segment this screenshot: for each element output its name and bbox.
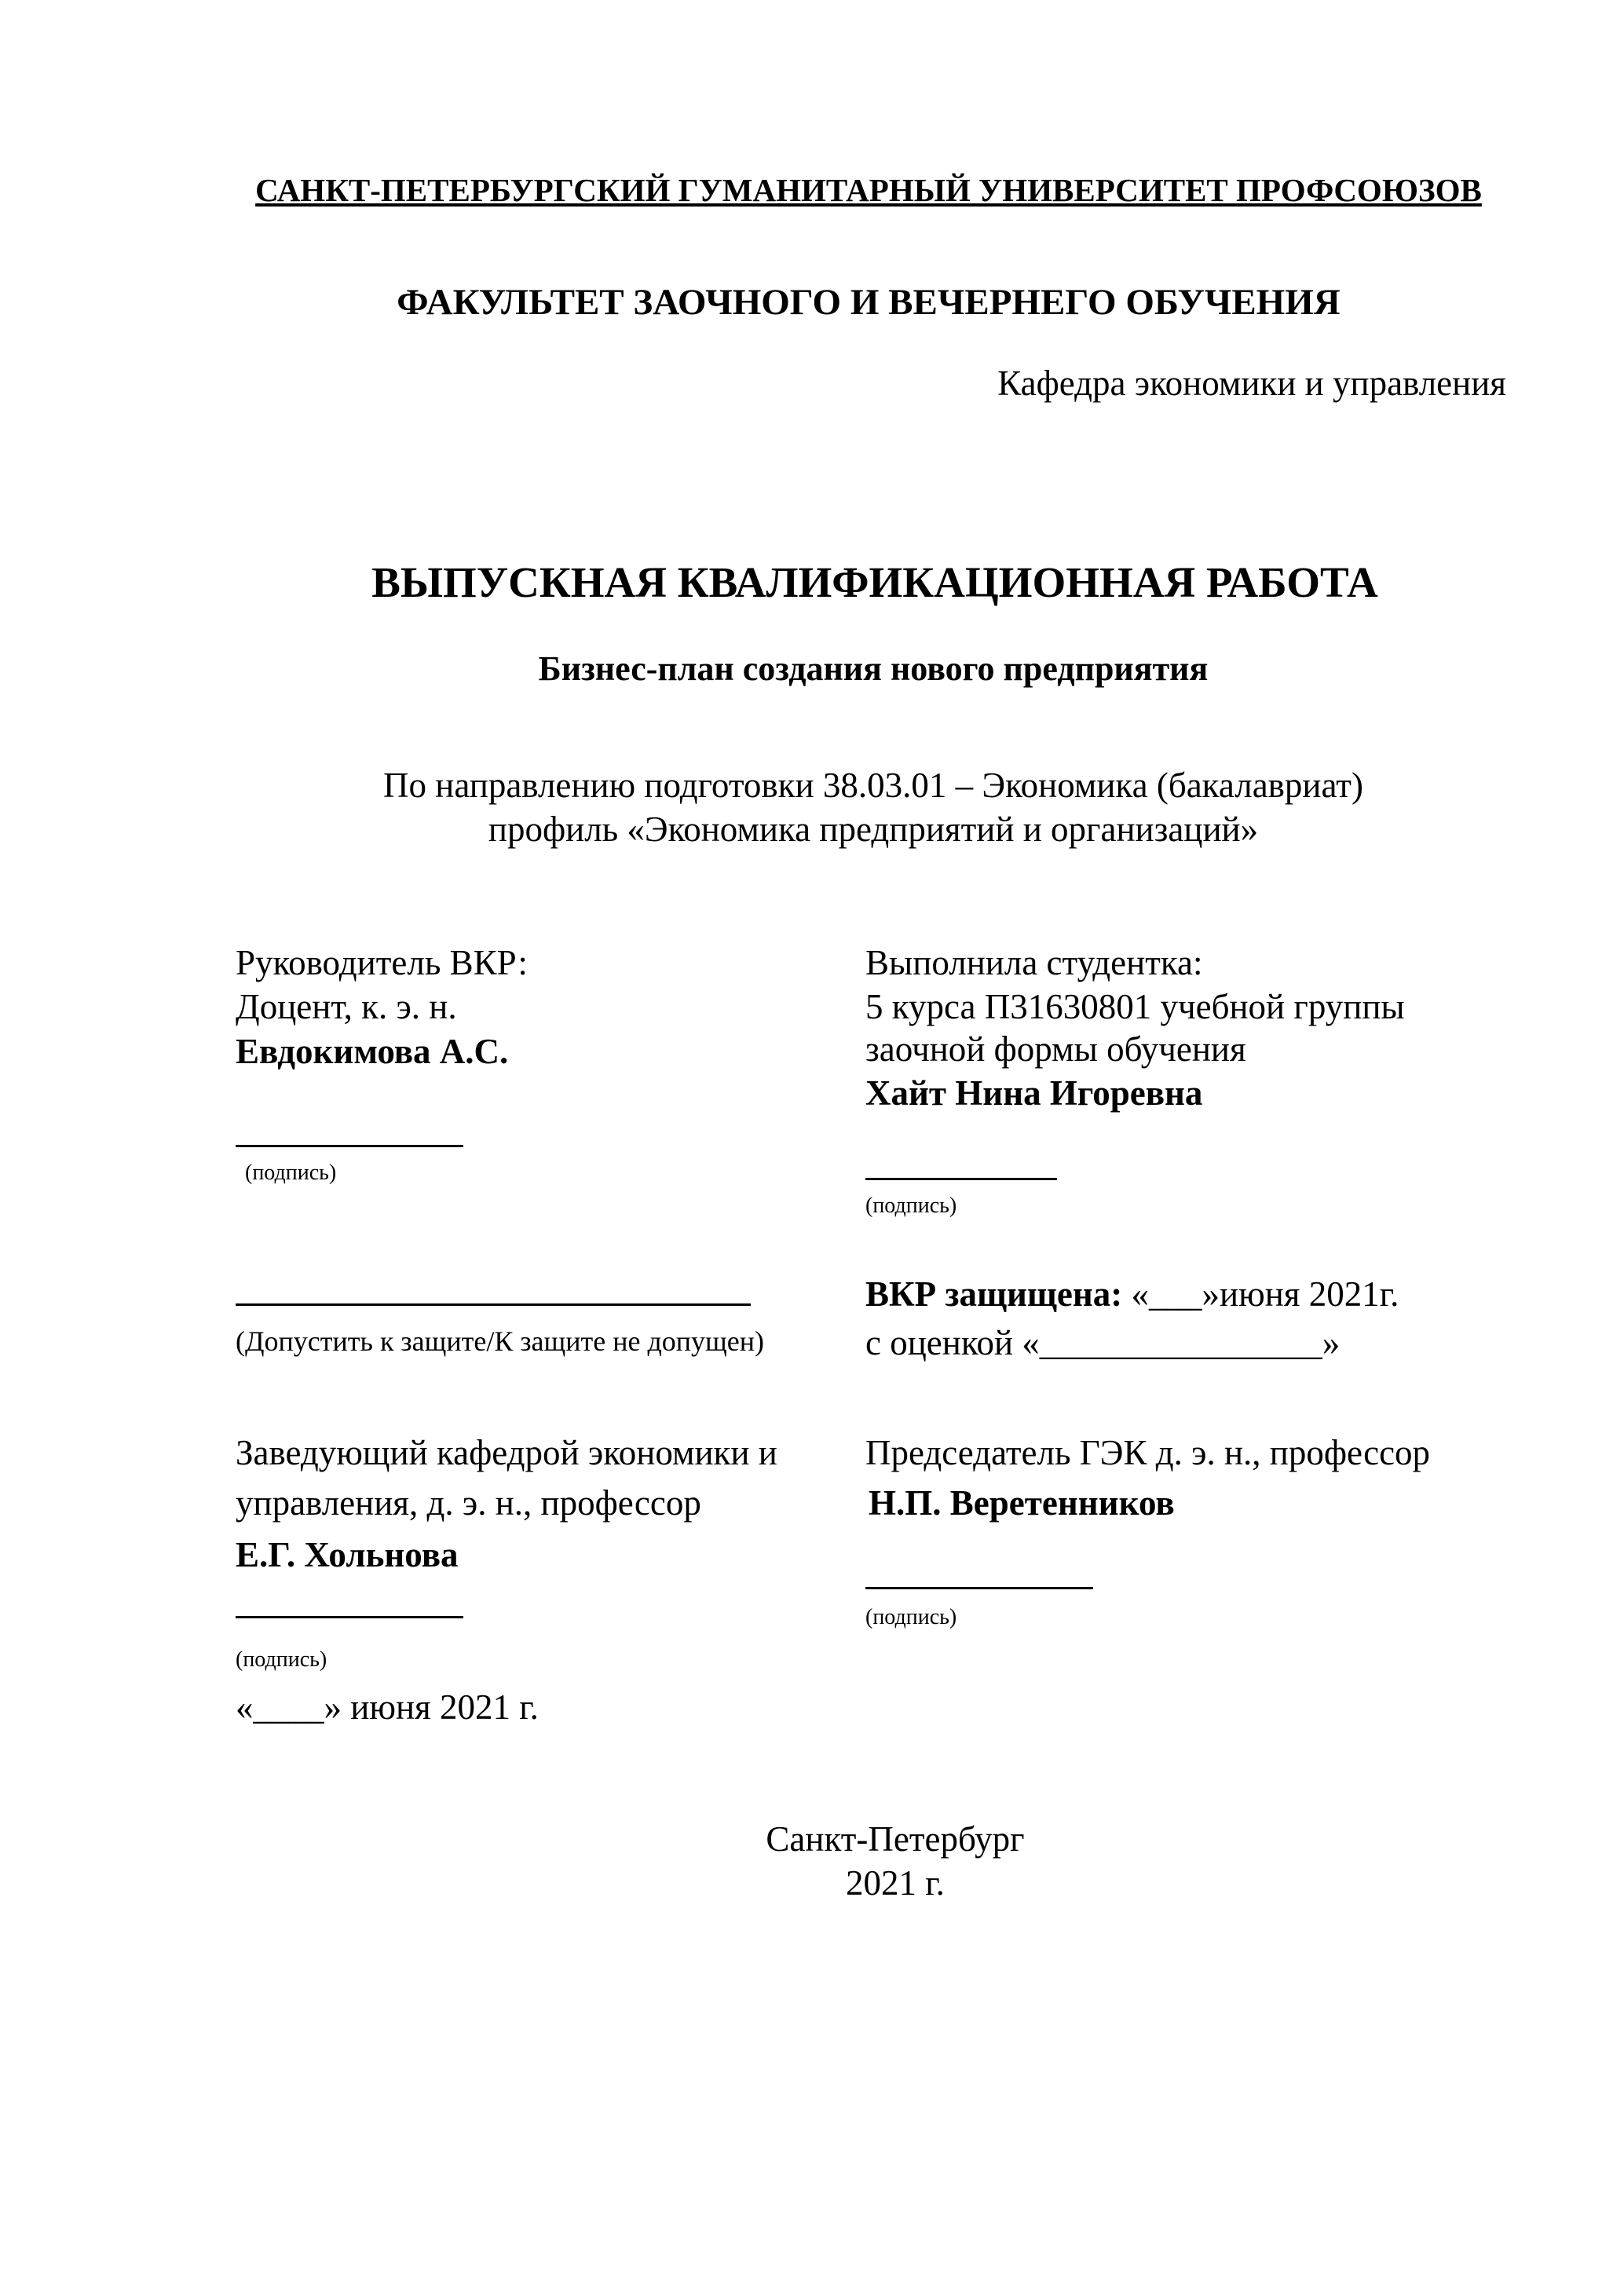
work-type-title: ВЫПУСКНАЯ КВАЛИФИКАЦИОННАЯ РАБОТА [371, 558, 1378, 606]
head-name: Е.Г. Хольнова [236, 1535, 459, 1574]
supervisor-signature-caption: (подпись) [245, 1161, 337, 1185]
defense-grade: с оценкой «________________» [865, 1323, 1341, 1362]
student-name: Хайт Нина Игоревна [865, 1073, 1203, 1113]
admission-caption: (Допустить к защите/К защите не допущен) [236, 1325, 765, 1357]
thesis-topic: Бизнес-план создания нового предприятия [538, 649, 1209, 688]
head-title-line1: Заведующий кафедрой экономики и [236, 1433, 777, 1472]
student-signature-line [865, 1178, 1057, 1180]
chairman-signature-line [865, 1587, 1093, 1589]
chairman-title: Председатель ГЭК д. э. н., профессор [865, 1433, 1431, 1472]
supervisor-label: Руководитель ВКР: [236, 943, 528, 982]
student-study-form: заочной формы обучения [865, 1029, 1246, 1069]
student-signature-caption: (подпись) [865, 1194, 957, 1218]
faculty-name: ФАКУЛЬТЕТ ЗАОЧНОГО И ВЕЧЕРНЕГО ОБУЧЕНИЯ [397, 282, 1341, 323]
university-name: САНКТ-ПЕТЕРБУРГСКИЙ ГУМАНИТАРНЫЙ УНИВЕРСИТЕТ ПРОФСОЮЗОВ [255, 172, 1482, 208]
student-label: Выполнила студентка: [865, 943, 1203, 982]
head-signature-caption: (подпись) [236, 1647, 327, 1672]
head-signature-line [236, 1616, 463, 1618]
footer-city: Санкт-Петербург [766, 1819, 1025, 1859]
footer-year: 2021 г. [846, 1863, 945, 1903]
head-signature-date: «____» июня 2021 г. [236, 1687, 539, 1727]
defense-label: ВКР защищена: [865, 1274, 1123, 1314]
chairman-signature-caption: (подпись) [865, 1605, 957, 1629]
supervisor-signature-line [236, 1145, 463, 1147]
student-course: 5 курса П31630801 учебной группы [865, 987, 1405, 1026]
defense-status [865, 1274, 1399, 1314]
admission-decision-line [236, 1303, 751, 1306]
supervisor-position: Доцент, к. э. н. [236, 987, 457, 1026]
supervisor-name: Евдокимова А.С. [236, 1032, 509, 1071]
head-title-line2: управления, д. э. н., профессор [236, 1483, 701, 1523]
study-profile: профиль «Экономика предприятий и организаций» [488, 810, 1259, 849]
chairman-name: Н.П. Веретенников [869, 1483, 1175, 1523]
study-direction: По направлению подготовки 38.03.01 – Экономика (бакалавриат) [383, 766, 1363, 805]
defense-date: «___»июня 2021г. [1131, 1274, 1399, 1314]
department-name: Кафедра экономики и управления [997, 364, 1506, 403]
